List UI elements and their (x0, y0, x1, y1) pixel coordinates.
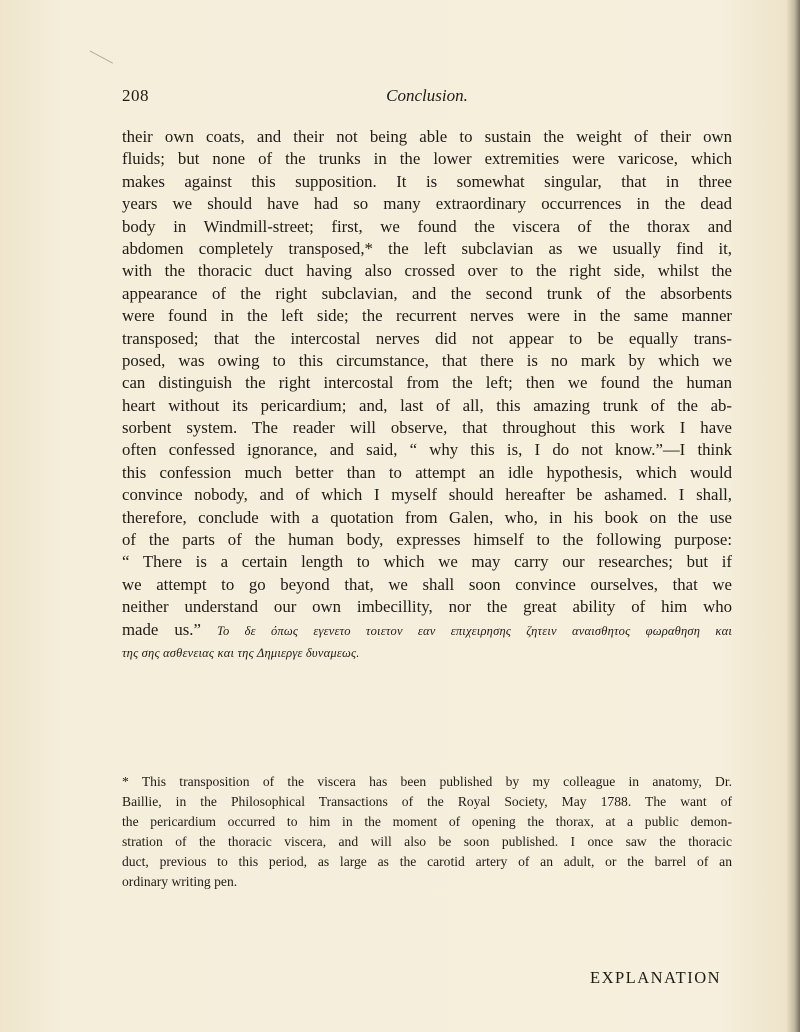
footnote-line: Baillie, in the Philosophical Transactions of the Royal Society, May 1788. The want of (122, 794, 732, 809)
text-line: can distinguish the right intercostal from the left; then we found the human (122, 373, 732, 393)
text-line: years we should have had so many extraordinary occurrences in the dead (122, 194, 732, 214)
footnote-line: stration of the thoracic viscera, and will also be soon published. I once saw the thoracic (122, 834, 732, 849)
text-line: fluids; but none of the trunks in the lower extremities were varicose, which (122, 149, 732, 169)
text-line: sorbent system. The reader will observe, that throughout this work I have (122, 418, 732, 438)
text-line: we attempt to go beyond that, we shall soon convince ourselves, that we (122, 574, 732, 594)
text-line: “ There is a certain length to which we may carry our researches; but if (122, 552, 732, 572)
text-line: of the parts of the human body, expresses himself to the following purpose: (122, 530, 732, 550)
text-line (122, 641, 732, 663)
footnote-line: the pericardium occurred to him in the moment of opening the thorax, at a public demon- (122, 814, 732, 829)
text-line: therefore, conclude with a quotation from Galen, who, in his book on the use (122, 507, 732, 527)
footnote-line: * This transposition of the viscera has been published by my colleague in anatomy, Dr. (122, 774, 732, 789)
text-line: makes against this supposition. It is somewhat singular, that in three (122, 171, 732, 191)
text-line: heart without its pericardium; and, last of all, this amazing trunk of the ab- (122, 395, 732, 415)
page-mark (85, 51, 113, 73)
footnote (122, 772, 732, 892)
text-line: their own coats, and their not being able to sustain the weight of their own (122, 127, 732, 146)
text-line: neither understand our own imbecillity, nor the great ability of him who (122, 597, 732, 617)
footnote-line: duct, previous to this period, as large as the carotid artery of an adult, or the barrel of an (122, 854, 732, 869)
greek-quotation: Το δε όπως εγενετο τοιετον εαν επιχειρησης ζητειν αναισθητος φωραθηση και (217, 623, 732, 638)
footnote-line: ordinary writing pen. (122, 874, 238, 889)
text-line: transposed; that the intercostal nerves did not appear to be equally trans- (122, 328, 732, 348)
text-line: body in Windmill-street; first, we found the viscera of the thorax and (122, 216, 732, 236)
text-line: were found in the left side; the recurrent nerves were in the same manner (122, 306, 732, 326)
page-number: 208 (122, 86, 149, 105)
text-line-with-greek (122, 619, 732, 641)
text-line: appearance of the right subclavian, and the second trunk of the absorbents (122, 283, 732, 303)
text-fragment: made us.” (122, 619, 218, 639)
greek-quotation: της σης ασθενειας και της Δημιεργε δυναμεως. (122, 645, 360, 660)
running-head: Conclusion. (386, 86, 468, 105)
text-line: posed, was owing to this circumstance, that there is no mark by which we (122, 350, 732, 370)
text-line: often confessed ignorance, and said, “ why this is, I do not know.”—I think (122, 440, 732, 460)
catchword: EXPLANATION (590, 968, 722, 987)
page-header (122, 86, 732, 110)
paragraph (122, 126, 732, 663)
text-line: this confession much better than to attempt an idle hypothesis, which would (122, 462, 732, 482)
text-line: convince nobody, and of which I myself should hereafter be ashamed. I shall, (122, 485, 732, 505)
text-line: with the thoracic duct having also crossed over to the right side, whilst the (122, 261, 732, 281)
page-edge-shadow (786, 0, 800, 1032)
body-text (122, 126, 732, 663)
text-line: abdomen completely transposed,* the left subclavian as we usually find it, (122, 238, 732, 258)
